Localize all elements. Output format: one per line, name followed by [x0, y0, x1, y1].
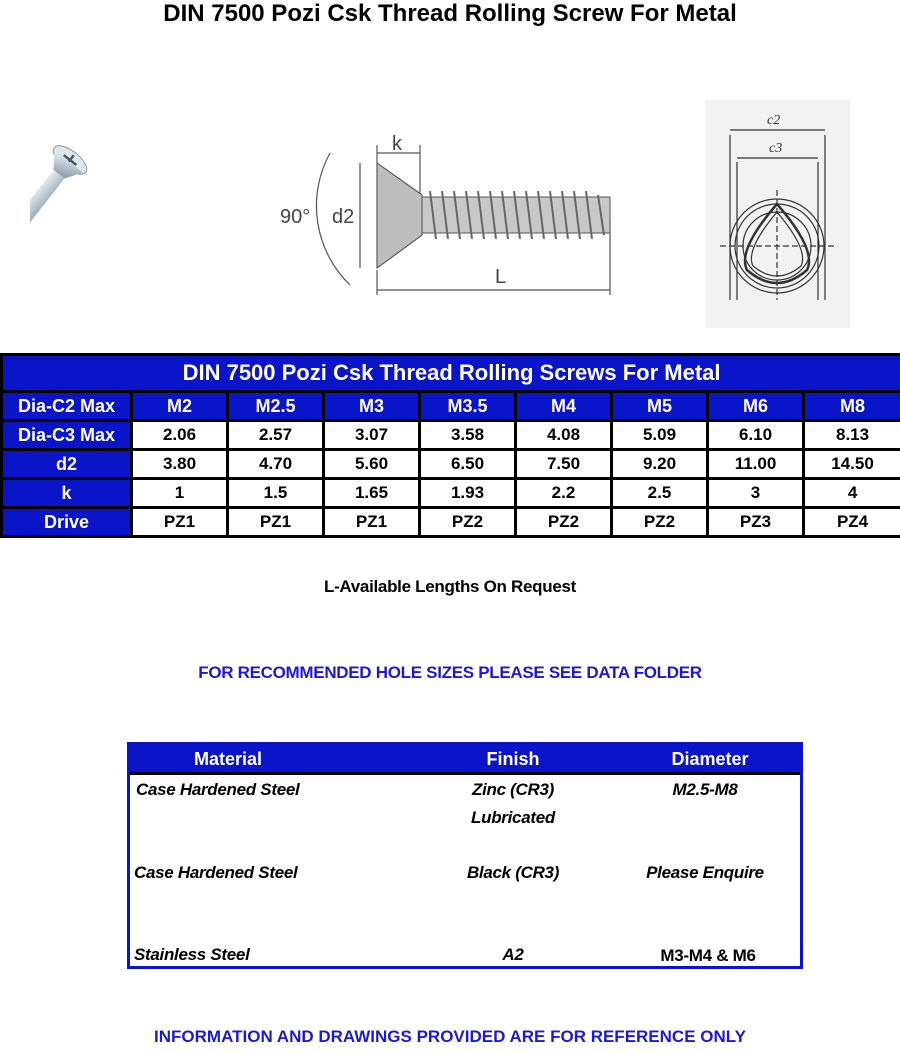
- spec-cell: 8.13: [804, 421, 900, 450]
- cross-section-drawing: [705, 100, 850, 328]
- spec-row-label: k: [2, 479, 132, 508]
- angle-label: 90°: [280, 206, 311, 228]
- spec-cell: M3: [324, 392, 420, 421]
- spec-row: [2, 392, 900, 421]
- spec-cell: M5: [612, 392, 708, 421]
- page-title: DIN 7500 Pozi Csk Thread Rolling Screw For Metal: [163, 0, 737, 27]
- finish-cell: A2: [502, 945, 524, 964]
- finish-header: Finish: [486, 749, 540, 769]
- spec-cell: M4: [516, 392, 612, 421]
- material-cell: Case Hardened Steel: [134, 863, 298, 882]
- material-cell: Case Hardened Steel: [136, 780, 300, 799]
- spec-cell: PZ2: [612, 508, 708, 537]
- finish-cell: Lubricated: [471, 808, 555, 827]
- spec-cell: 4.70: [228, 450, 324, 479]
- finish-cell: Black (CR3): [466, 863, 560, 882]
- spec-cell: 1.65: [324, 479, 420, 508]
- spec-cell: 7.50: [516, 450, 612, 479]
- spec-row-label: d2: [2, 450, 132, 479]
- spec-cell: 2.57: [228, 421, 324, 450]
- diameter-cell: M3-M4 & M6: [660, 946, 756, 965]
- spec-cell: 3.58: [420, 421, 516, 450]
- material-table-header: [130, 745, 800, 775]
- spec-cell: PZ1: [324, 508, 420, 537]
- spec-cell: 1: [132, 479, 228, 508]
- screw-dimension-drawing: [250, 125, 630, 305]
- d2-label: d2: [332, 206, 355, 228]
- spec-cell: 6.50: [420, 450, 516, 479]
- spec-cell: 11.00: [708, 450, 804, 479]
- spec-cell: 2.06: [132, 421, 228, 450]
- diameter-cell: M2.5-M8: [672, 780, 738, 799]
- spec-cell: 2.5: [612, 479, 708, 508]
- spec-cell: PZ2: [420, 508, 516, 537]
- spec-cell: PZ4: [804, 508, 900, 537]
- spec-cell: PZ1: [132, 508, 228, 537]
- spec-cell: PZ2: [516, 508, 612, 537]
- spec-cell: M6: [708, 392, 804, 421]
- spec-cell: 6.10: [708, 421, 804, 450]
- k-label: k: [392, 133, 402, 155]
- spec-row: [2, 508, 900, 537]
- spec-row: [2, 421, 900, 450]
- spec-cell: 5.60: [324, 450, 420, 479]
- spec-table: [0, 353, 900, 538]
- hole-sizes-note: FOR RECOMMENDED HOLE SIZES PLEASE SEE DATA FOLDER: [198, 663, 702, 682]
- screw-photo: [30, 120, 240, 310]
- c3-label: c3: [769, 141, 783, 156]
- spec-table-title: DIN 7500 Pozi Csk Thread Rolling Screws For Metal: [2, 355, 900, 392]
- c2-label: c2: [767, 113, 781, 128]
- l-label: L: [495, 266, 507, 288]
- spec-cell: 3: [708, 479, 804, 508]
- spec-cell: 3.07: [324, 421, 420, 450]
- diameter-cell: Please Enquire: [646, 863, 764, 882]
- spec-cell: 4: [804, 479, 900, 508]
- lengths-note: L-Available Lengths On Request: [323, 577, 577, 596]
- spec-row-label: Dia-C3 Max: [2, 421, 132, 450]
- spec-row: [2, 450, 900, 479]
- spec-cell: 14.50: [804, 450, 900, 479]
- spec-row-label: Drive: [2, 508, 132, 537]
- material-table: [127, 742, 803, 969]
- spec-cell: 1.5: [228, 479, 324, 508]
- footer-disclaimer: INFORMATION AND DRAWINGS PROVIDED ARE FOR REFERENCE ONLY: [154, 1027, 746, 1046]
- spec-cell: 9.20: [612, 450, 708, 479]
- material-header: Material: [193, 749, 263, 769]
- spec-cell: PZ3: [708, 508, 804, 537]
- spec-cell: M2: [132, 392, 228, 421]
- spec-cell: M8: [804, 392, 900, 421]
- spec-cell: 5.09: [612, 421, 708, 450]
- spec-cell: 3.80: [132, 450, 228, 479]
- spec-cell: PZ1: [228, 508, 324, 537]
- spec-cell: M3.5: [420, 392, 516, 421]
- spec-cell: 4.08: [516, 421, 612, 450]
- spec-cell: 2.2: [516, 479, 612, 508]
- material-cell: Stainless Steel: [134, 945, 250, 964]
- finish-cell: Zinc (CR3): [471, 780, 555, 799]
- spec-cell: M2.5: [228, 392, 324, 421]
- spec-row: [2, 479, 900, 508]
- diameter-header: Diameter: [671, 749, 749, 769]
- spec-row-label: Dia-C2 Max: [2, 392, 132, 421]
- spec-cell: 1.93: [420, 479, 516, 508]
